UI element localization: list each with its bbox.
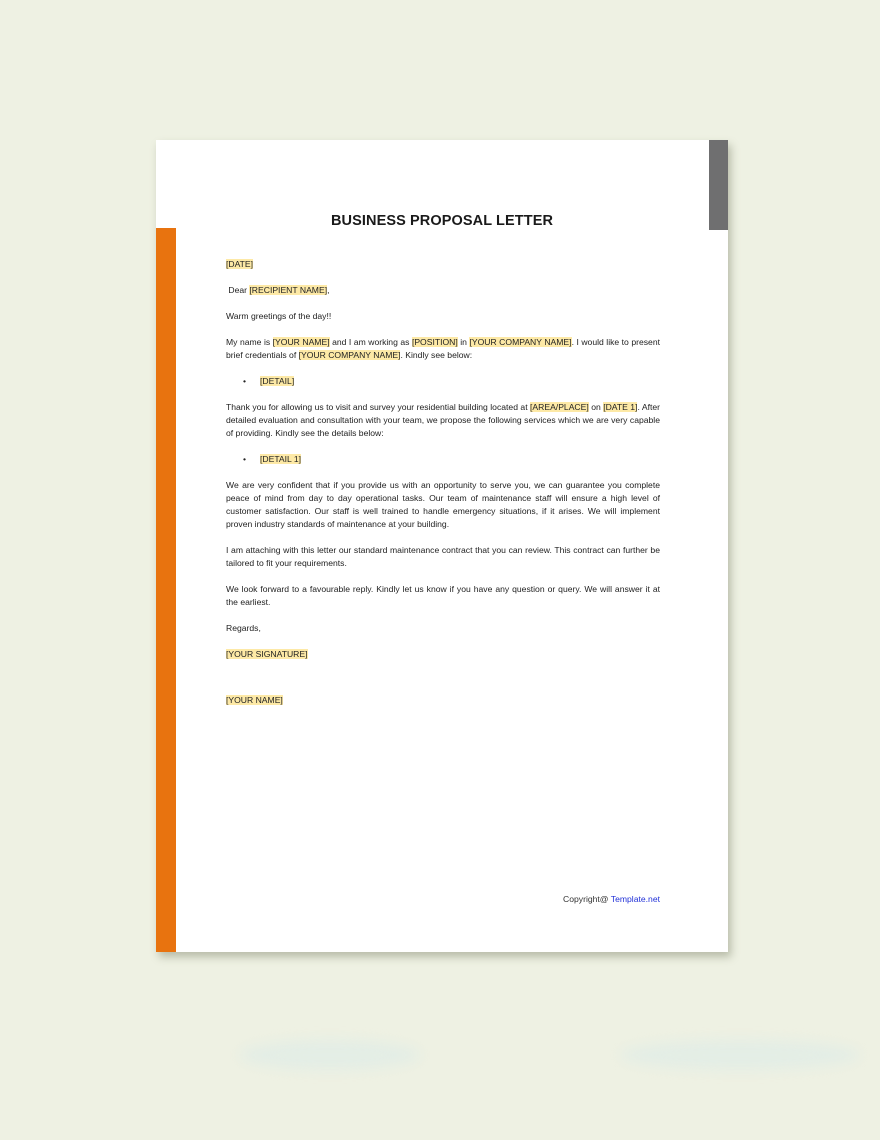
reflection-decoration	[240, 1040, 420, 1070]
survey-paragraph: Thank you for allowing us to visit and survey your residential building located at [AREA/PLACE] on [DATE 1]. After detailed evaluation and consultation with your team, we propose the following services which we are very capable of providing. Kindly see the details below:	[226, 402, 660, 438]
greeting: Warm greetings of the day!!	[226, 311, 332, 321]
area-placeholder: [AREA/PLACE]	[530, 402, 589, 412]
signature-line	[226, 648, 660, 661]
copyright-notice: Copyright@ Template.net	[563, 894, 660, 904]
intro-paragraph: My name is [YOUR NAME] and I am working as [POSITION] in [YOUR COMPANY NAME]. I would like to present brief credentials of [YOUR COMPANY NAME]. Kindly see below:	[226, 337, 660, 360]
date-line	[226, 258, 660, 271]
letter-body	[226, 258, 660, 720]
orange-accent-bar	[156, 228, 176, 952]
company-name-placeholder: [YOUR COMPANY NAME]	[469, 337, 572, 347]
name-line	[226, 694, 660, 707]
company-name-placeholder: [YOUR COMPANY NAME]	[298, 350, 401, 360]
position-placeholder: [POSITION]	[411, 337, 458, 347]
reflection-decoration	[620, 1040, 860, 1070]
template-link[interactable]: Template.net	[610, 894, 660, 904]
recipient-placeholder: [RECIPIENT NAME]	[249, 285, 328, 295]
regards: Regards,	[226, 623, 261, 633]
list-item	[226, 375, 660, 388]
salutation: Dear [RECIPIENT NAME],	[228, 285, 330, 295]
document-page	[156, 140, 728, 952]
detail-placeholder: [DETAIL]	[260, 376, 295, 386]
signature-placeholder: [YOUR SIGNATURE]	[226, 649, 308, 659]
name-placeholder: [YOUR NAME]	[226, 695, 283, 705]
closing-paragraph: We look forward to a favourable reply. Kindly let us know if you have any question or query. We will answer it at the earliest.	[226, 584, 660, 607]
detail-placeholder: [DETAIL 1]	[260, 454, 302, 464]
contract-paragraph: I am attaching with this letter our standard maintenance contract that you can review. This contract can further be tailored to fit your requirements.	[226, 545, 660, 568]
your-name-placeholder: [YOUR NAME]	[272, 337, 330, 347]
list-item	[226, 453, 660, 466]
date-placeholder: [DATE]	[226, 259, 254, 269]
document-title: BUSINESS PROPOSAL LETTER	[330, 213, 554, 229]
bullet-icon: •	[243, 454, 247, 464]
date1-placeholder: [DATE 1]	[603, 402, 638, 412]
bullet-icon: •	[243, 376, 247, 386]
confidence-paragraph: We are very confident that if you provide us with an opportunity to serve you, we can guarantee you complete peace of mind from day to day operational tasks. Our team of maintenance staff will ensure a high level of customer satisfaction. Our staff is well trained to handle emergency situations, if it arises. We will implement proven industry standards of maintenance at your building.	[226, 480, 660, 529]
